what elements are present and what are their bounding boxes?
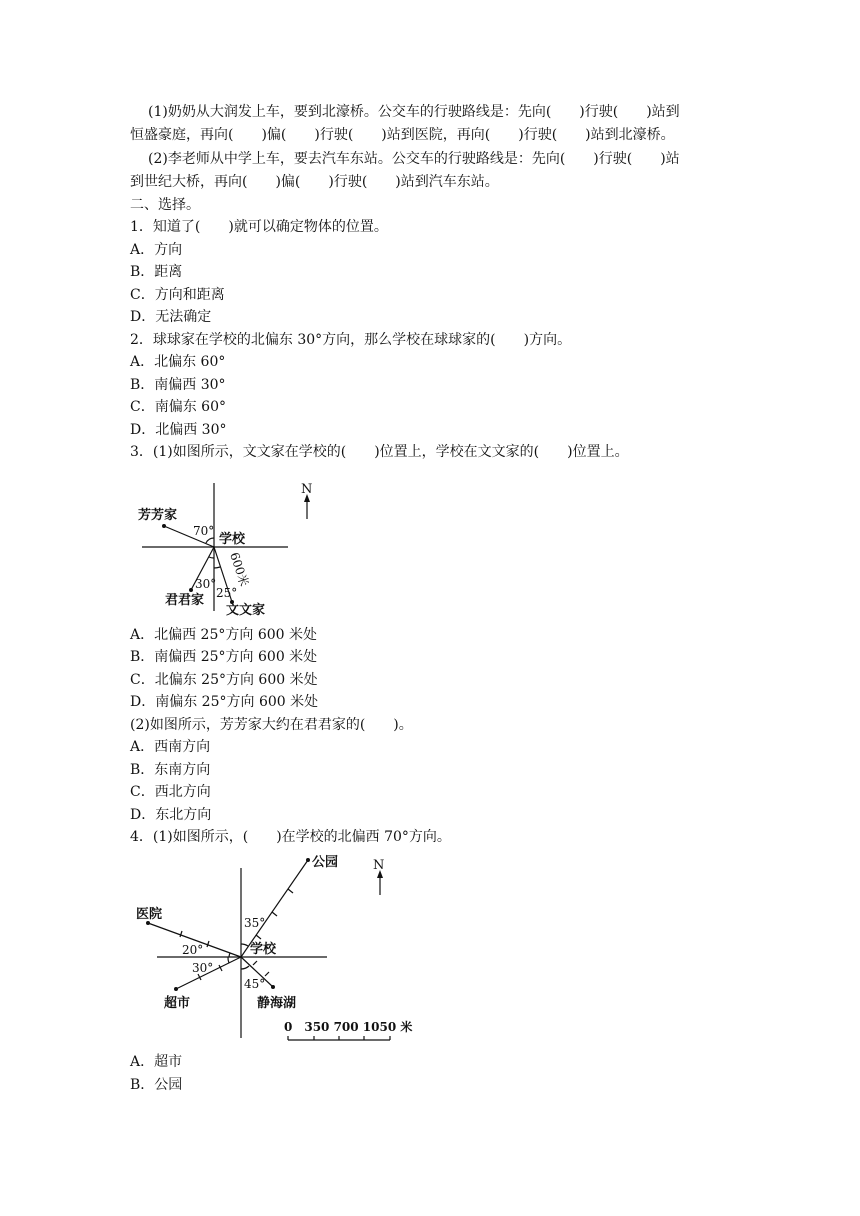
fig2-label-hospital: 医院 bbox=[136, 907, 163, 922]
question-3-sub2-option-b: B．东南方向 bbox=[130, 762, 211, 778]
fig1-label-wenwen: 文文家 bbox=[226, 603, 266, 618]
question-1-option-b: B．距离 bbox=[130, 264, 183, 280]
fig1-label-fangfang: 芳芳家 bbox=[138, 508, 178, 523]
question-1-option-d: D．无法确定 bbox=[130, 309, 212, 325]
fig2-label-supermarket: 超市 bbox=[164, 996, 191, 1011]
question-3-option-d: D．南偏东 25°方向 600 米处 bbox=[130, 694, 319, 710]
fig1-point-junjun bbox=[189, 588, 193, 592]
fig2-label-45: 45° bbox=[244, 977, 266, 991]
fig1-label-junjun: 君君家 bbox=[165, 593, 205, 608]
fig1-label-25: 25° bbox=[216, 586, 238, 600]
question-4-option-a: A．超市 bbox=[130, 1054, 183, 1070]
fig2-north-label: N bbox=[373, 858, 385, 873]
question-1-option-c: C．方向和距离 bbox=[130, 287, 225, 303]
question-2-option-c: C．南偏东 60° bbox=[130, 399, 226, 415]
question-3-sub2-option-d: D．东北方向 bbox=[130, 807, 212, 823]
fig1-point-fangfang bbox=[162, 524, 166, 528]
fig1-label-distance: 600米 bbox=[227, 550, 252, 589]
fig2-arc-45 bbox=[241, 966, 249, 969]
question-4-option-b: B．公园 bbox=[130, 1077, 183, 1093]
fig2-label-30: 30° bbox=[192, 961, 214, 975]
q2-line-1: (2)李老师从中学上车，要去汽车东站。公交车的行驶路线是：先向( )行驶( )站 bbox=[148, 151, 680, 167]
question-1-option-a: A．方向 bbox=[130, 242, 183, 258]
question-2-option-d: D．北偏西 30° bbox=[130, 422, 227, 438]
question-3-sub2-stem: (2)如图所示，芳芳家大约在君君家的( )。 bbox=[130, 717, 413, 733]
question-3-sub2-option-a: A．西南方向 bbox=[130, 739, 211, 755]
question-3-sub2-option-c: C．西北方向 bbox=[130, 784, 211, 800]
fig2-label-35: 35° bbox=[244, 916, 266, 930]
q1-line-1: (1)奶奶从大润发上车，要到北濠桥。公交车的行驶路线是：先向( )行驶( )站到 bbox=[148, 104, 680, 120]
fig1-arc-30 bbox=[209, 557, 214, 558]
question-4-stem: 4．(1)如图所示，( )在学校的北偏西 70°方向。 bbox=[130, 829, 451, 845]
fig1-label-school: 学校 bbox=[219, 532, 246, 547]
fig1-arc-25 bbox=[214, 567, 220, 568]
fig2-scale-label: 0 350 700 1050 米 bbox=[284, 1020, 413, 1034]
fig2-arc-30 bbox=[228, 957, 229, 963]
fig1-arc-70 bbox=[206, 538, 214, 543]
section-title: 二、选择。 bbox=[130, 197, 200, 213]
question-2-option-b: B．南偏西 30° bbox=[130, 377, 226, 393]
fig2-arc-35 bbox=[241, 944, 248, 946]
q2-line-2: 到世纪大桥，再向( )偏( )行驶( )站到汽车东站。 bbox=[130, 174, 499, 190]
fig1-label-30: 30° bbox=[195, 577, 217, 591]
q1-line-2: 恒盛豪庭，再向( )偏( )行驶( )站到医院，再向( )行驶( )站到北濠桥。 bbox=[130, 127, 675, 143]
fig2-label-20: 20° bbox=[182, 943, 204, 957]
fig2-point-lake bbox=[271, 985, 275, 989]
fig2-label-lake: 静海湖 bbox=[257, 996, 297, 1011]
fig2-label-school: 学校 bbox=[250, 942, 277, 957]
question-1-stem: 1．知道了( )就可以确定物体的位置。 bbox=[130, 219, 388, 235]
fig2-point-supermarket bbox=[174, 987, 178, 991]
figure-2-direction-diagram bbox=[130, 850, 420, 1045]
question-2-stem: 2．球球家在学校的北偏东 30°方向，那么学校在球球家的( )方向。 bbox=[130, 332, 572, 348]
fig1-label-70: 70° bbox=[193, 524, 215, 538]
fig1-north-label: N bbox=[301, 482, 313, 497]
question-3-option-c: C．北偏东 25°方向 600 米处 bbox=[130, 672, 318, 688]
question-3-stem: 3．(1)如图所示，文文家在学校的( )位置上，学校在文文家的( )位置上。 bbox=[130, 444, 629, 460]
question-3-option-a: A．北偏西 25°方向 600 米处 bbox=[130, 627, 317, 643]
figure-1-direction-diagram bbox=[130, 474, 330, 624]
fig2-label-park: 公园 bbox=[312, 855, 339, 870]
question-3-option-b: B．南偏西 25°方向 600 米处 bbox=[130, 649, 318, 665]
fig2-point-park bbox=[306, 858, 310, 862]
question-2-option-a: A．北偏东 60° bbox=[130, 354, 226, 370]
